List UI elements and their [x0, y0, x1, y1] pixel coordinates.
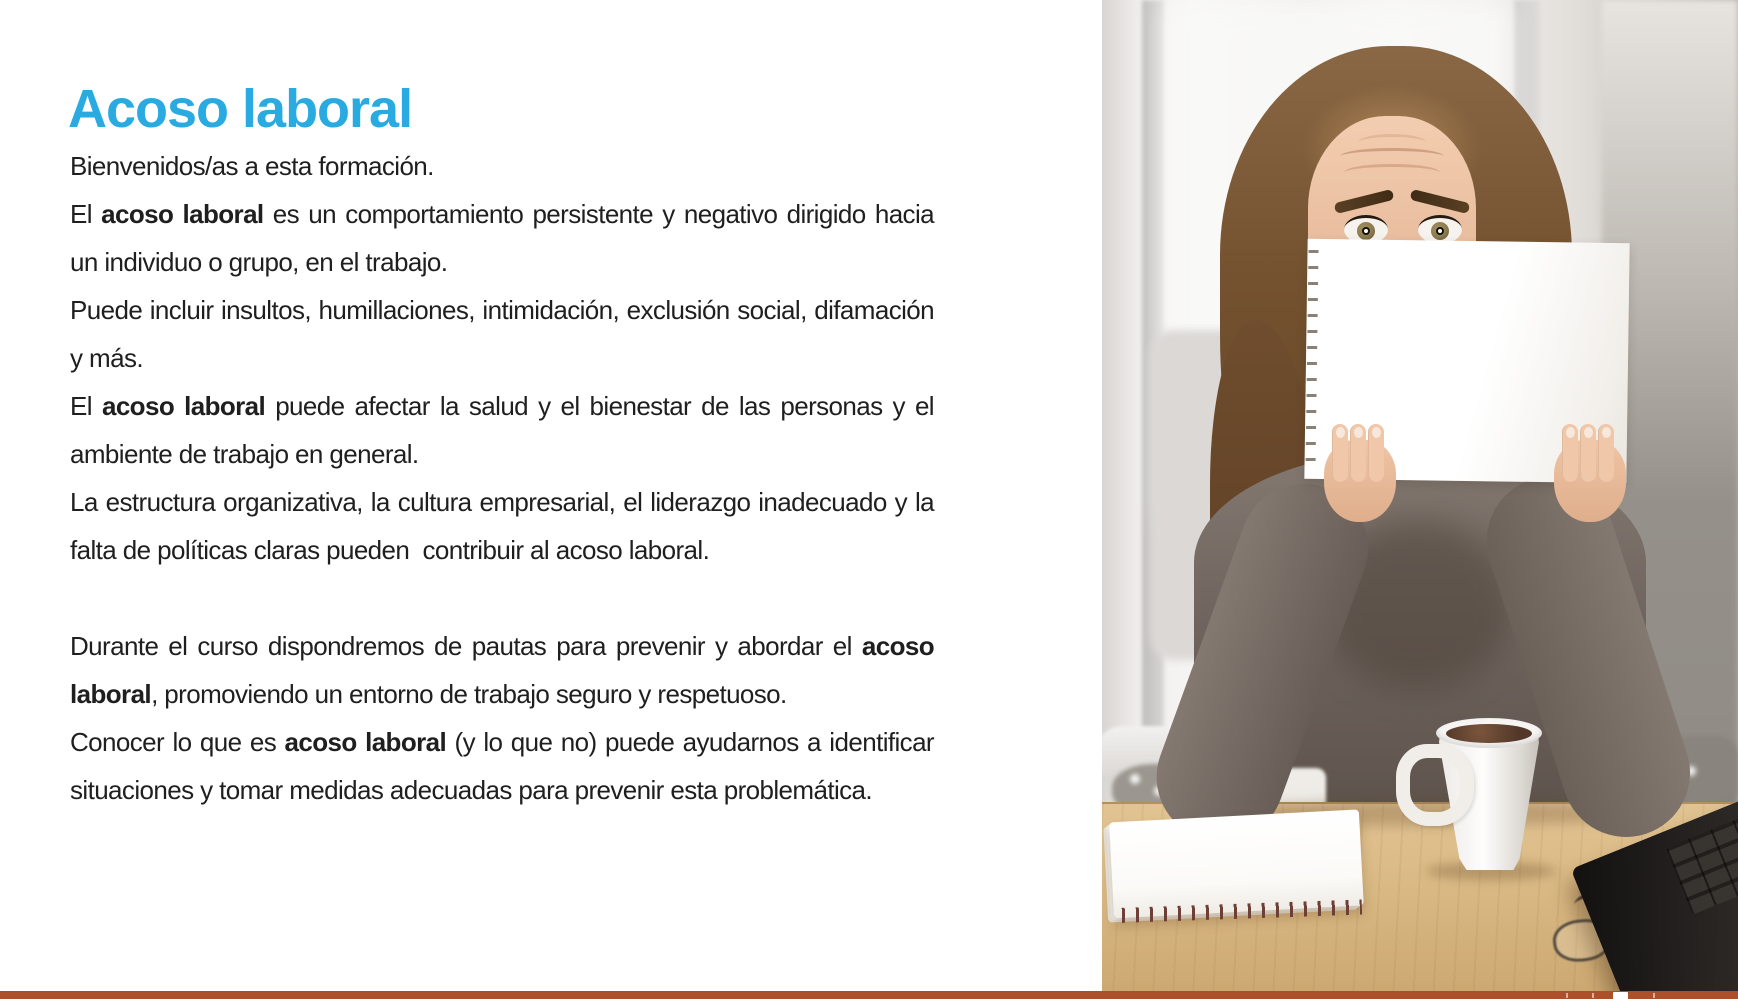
- bottom-accent-bar: [0, 991, 1738, 999]
- text: Bienvenidos/as a esta formación.: [70, 151, 434, 181]
- paragraph-6: [70, 622, 934, 718]
- player-control-fragment[interactable]: [1566, 993, 1568, 998]
- hand-right: [1554, 424, 1626, 522]
- text: , promoviendo un entorno de trabajo seguro y respetuoso.: [151, 679, 787, 709]
- paragraph-3: [70, 286, 934, 382]
- bold-text: acoso laboral: [101, 199, 264, 229]
- player-control-fragment[interactable]: [1613, 992, 1628, 999]
- paragraph-1: [70, 142, 934, 190]
- text: es un comportamiento persistente y negativo dirigido hacia un individuo o grupo, en el trabajo.: [70, 199, 934, 277]
- mug-handle: [1396, 744, 1474, 826]
- player-control-fragment[interactable]: [1653, 993, 1655, 998]
- paragraph-4: [70, 382, 934, 478]
- text: La estructura organizativa, la cultura empresarial, el liderazgo inadecuado y la falta de políticas claras pueden contribuir al acoso laboral.: [70, 487, 934, 565]
- forehead-wrinkle: [1344, 164, 1440, 181]
- bold-text: acoso laboral: [101, 391, 266, 421]
- text: (y lo que no) puede ayudarnos a identificar situaciones y tomar medidas adecuadas para prevenir esta problemática.: [70, 727, 934, 805]
- coffee-mug: [1396, 718, 1548, 878]
- body-text: [70, 142, 934, 814]
- hand-left: [1324, 424, 1396, 522]
- spiral-binding: [1305, 247, 1318, 471]
- paragraph-5: [70, 478, 934, 574]
- player-control-fragment[interactable]: [1592, 993, 1594, 998]
- bold-text: acoso laboral: [70, 631, 934, 709]
- text: puede afectar la salud y el bienestar de las personas y el ambiente de trabajo en general.: [70, 391, 934, 469]
- paragraph-2: [70, 190, 934, 286]
- coffee: [1446, 724, 1532, 743]
- text: Puede incluir insultos, humillaciones, intimidación, exclusión social, difamación y más.: [70, 295, 934, 373]
- bold-text: acoso laboral: [284, 727, 447, 757]
- text: Conocer lo que es: [70, 727, 285, 757]
- page-title: Acoso laboral: [68, 79, 413, 140]
- paragraph-7: [70, 718, 934, 814]
- text: El: [70, 199, 102, 229]
- text: Durante el curso dispondremos de pautas para prevenir y abordar el: [70, 631, 862, 661]
- office-photo: [1102, 0, 1738, 999]
- text: El: [70, 391, 102, 421]
- forehead-wrinkle: [1358, 134, 1426, 151]
- spiral-notepad: [1103, 809, 1365, 940]
